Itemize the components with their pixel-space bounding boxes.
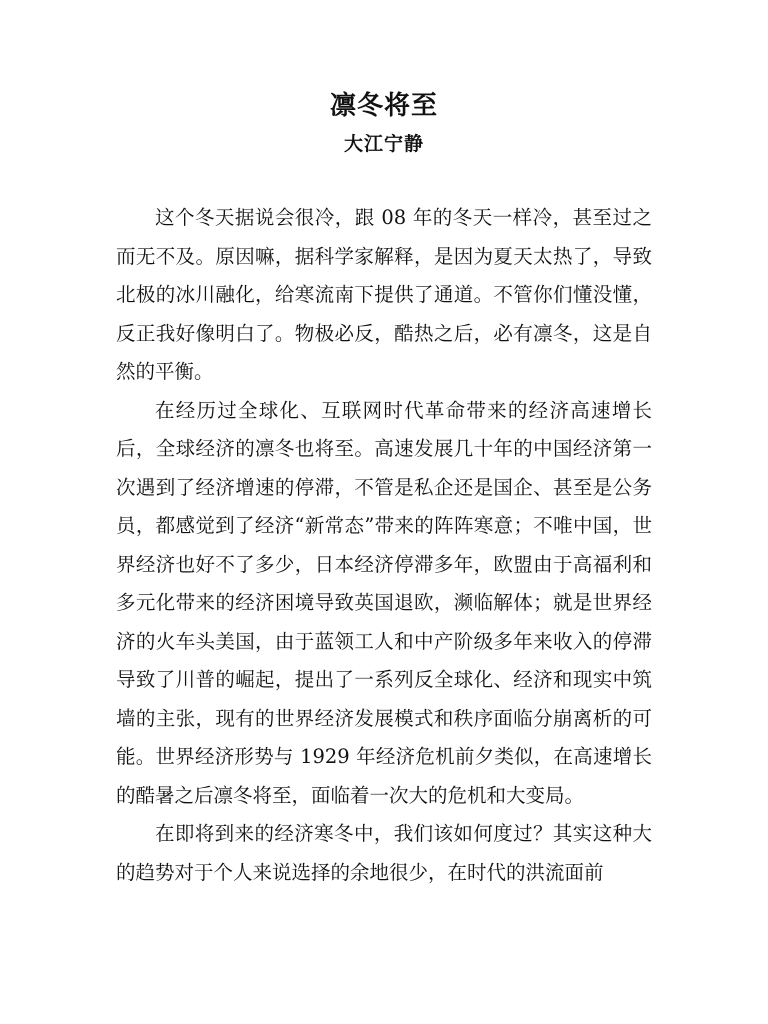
paragraph-1: 这个冬天据说会很冷，跟 08 年的冬天一样冷，甚至过之而无不及。原因嘛，据科学家解释，是因为夏天太热了，导致北极的冰川融化，给寒流南下提供了通道。不管你们懂没懂，反正我好像明白了。物极必反，酷热之后，必有凛冬，这是自然的平衡。: [116, 206, 652, 383]
paragraph-3: 在即将到来的经济寒冬中，我们该如何度过？其实这种大的趋势对于个人来说选择的余地很少，在时代的洪流面前: [116, 822, 652, 884]
document-author: 大江宁静: [343, 133, 424, 155]
document-body: [116, 199, 652, 892]
paragraph-2: 在经历过全球化、互联网时代革命带来的经济高速增长后，全球经济的凛冬也将至。高速发展几十年的中国经济第一次遇到了经济增速的停滞，不管是私企还是国企、甚至是公务员，都感觉到了经济“新常态”带来的阵阵寒意；不唯中国，世界经济也好不了多少，日本经济停滞多年，欧盟由于高福利和多元化带来的经济困境导致英国退欧，濒临解体；就是世界经济的火车头美国，由于蓝领工人和中产阶级多年来收入的停滞导致了川普的崛起，提出了一系列反全球化、经济和现实中筑墙的主张，现有的世界经济发展模式和秩序面临分崩离析的可能。世界经济形势与 1929 年经济危机前夕类似，在高速增长的酷暑之后凛冬将至，面临着一次大的危机和大变局。: [116, 398, 652, 807]
document-title: 凛冬将至: [329, 91, 438, 121]
